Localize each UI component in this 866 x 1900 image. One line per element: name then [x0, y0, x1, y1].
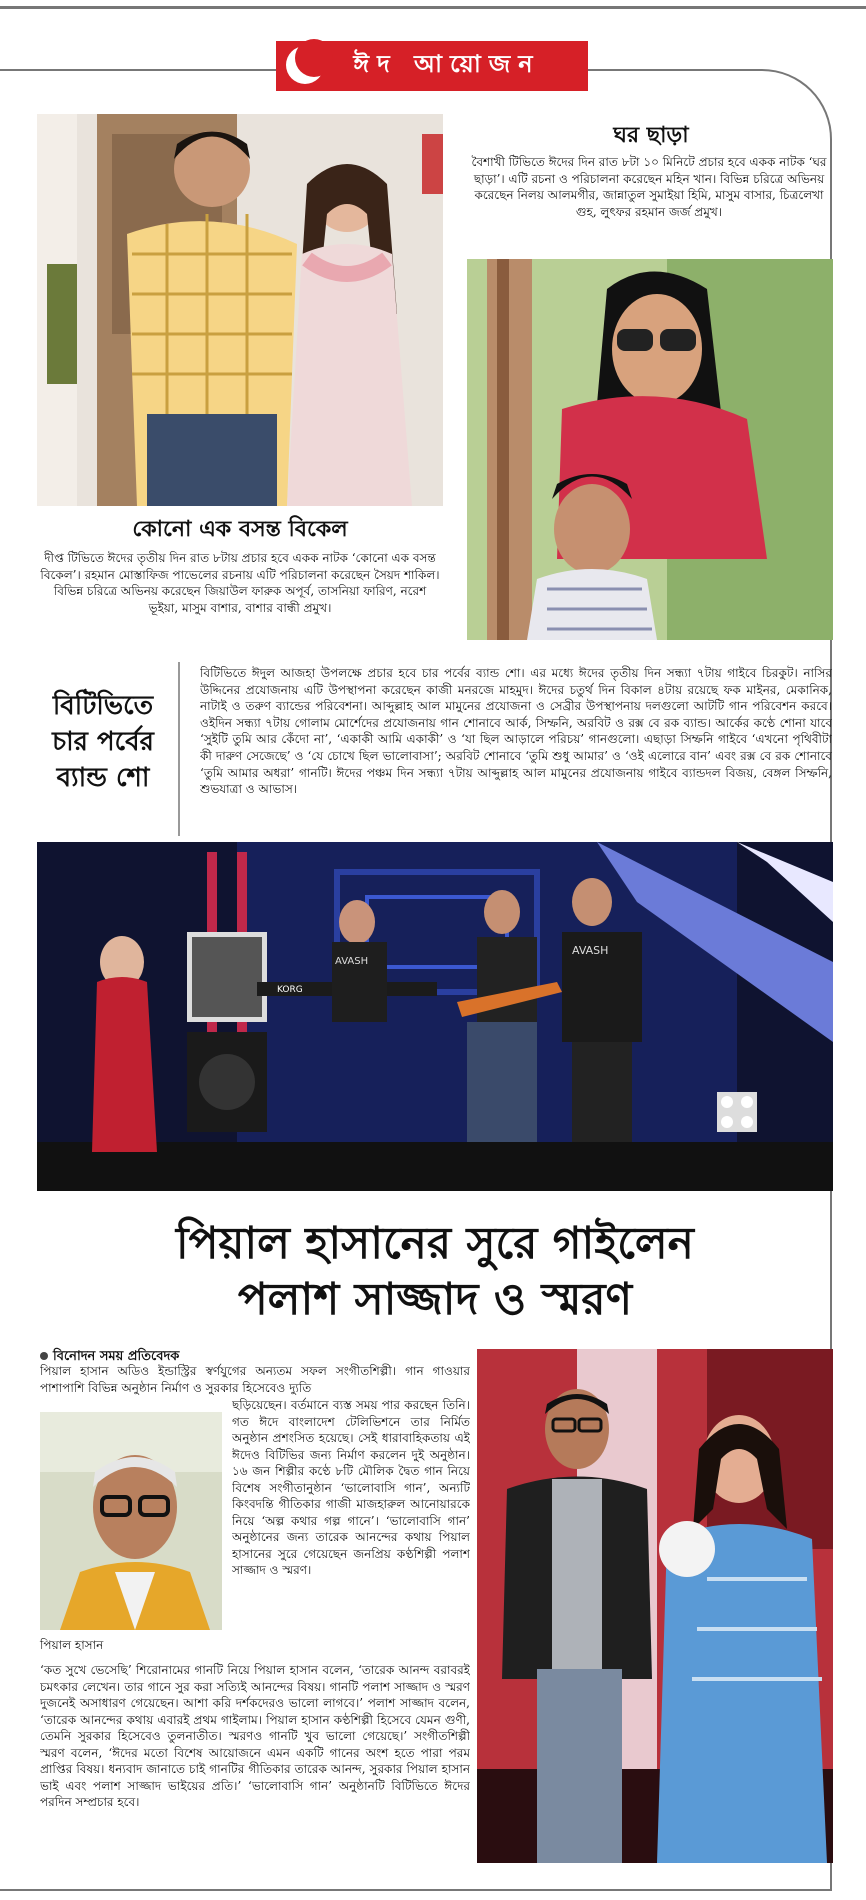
drama2-title: ঘর ছাড়া — [613, 122, 689, 148]
drama2-photo — [467, 259, 833, 640]
stage-logo-2: AVASH — [572, 944, 609, 957]
drama1-body: দীপ্ত টিভিতে ঈদের তৃতীয় দিন রাত ৮টায় প্রচার হবে একক নাটক ‘কোনো এক বসন্ত বিকেল’। রহমান মোস্তাফিজ পাভেলের রচনায় এটি পরিচালনা করেছেন সৈয়দ শাকিল। বিভিন্ন চরিত্রে অভিনয় করেছেন জিয়াউল ফারুক অপূর্ব, তাসনিয়া ফারিণ, নরেশ ভূইয়া, মাসুম বাশার, বাশার বান্ধী প্রমুখ। — [40, 551, 440, 615]
drama1-title: কোনো এক বসন্ত বিকেল — [132, 516, 348, 542]
keyboard-brand: KORG — [277, 985, 303, 995]
drama2-body: বৈশাখী টিভিতে ঈদের দিন রাত ৮টা ১০ মিনিটে প্রচার হবে একক নাটক ‘ঘর ছাড়া’। এটি রচনা ও পরিচালনা করেছেন মহিন খান। বিভিন্ন চরিত্রে অভিনয় করেছেন নিলয় আলমগীর, জান্নাতুল সুমাইয়া হিমি, মাসুম বাসার, চিত্রলেখা গুহ, লুৎফর রহমান জর্জ প্রমুখ। — [471, 155, 827, 219]
bullet-icon — [40, 1352, 48, 1360]
byline-text: বিনোদন সময় প্রতিবেদক — [53, 1349, 180, 1364]
feature-tail: ‘কত সুখে ভেসেছি’ শিরোনামের গানটি নিয়ে পিয়াল হাসান বলেন, ‘তারেক আনন্দ বরাবরই চমৎকার লেখেন। তার গানে সুর করা সত্যিই আনন্দের বিষয়। গানটি পলাশ সাজ্জাদ ও স্মরণ দুজনেই অসাধারণ গেয়েছেন। আশা করি দর্শকদেরও ভালো লাগবে।’ পলাশ সাজ্জাদ বলেন, ‘তারেক আনন্দের কথায় এবারই প্রথম গাইলাম। পিয়াল হাসান কণ্ঠশিল্পী হিসেবে যেমন গুণী, তেমনি সুরকার হিসেবেও তুলনাতীত। স্মরণও গানটি খুব ভালো গেয়েছে।’ সংগীতশিল্পী স্মরণ বলেন, ‘ঈদের মতো বিশেষ আয়োজনে এমন একটি গানের অংশ হতে পারা পরম প্রাপ্তির বিষয়। ধন্যবাদ জানাতে চাই গানটির গীতিকার তারেক আনন্দ, সুরকার পিয়াল হাসান ভাই এবং পলাশ সাজ্জাদ ভাইয়ের প্রতি।’ ‘ভালোবাসি গান’ অনুষ্ঠানটি বিটিভিতে ঈদের পরদিন সম্প্রচার হবে। — [40, 1663, 470, 1809]
stage-logo-1: AVASH — [335, 956, 369, 967]
concert-photo — [37, 842, 833, 1191]
portrait-photo — [40, 1412, 222, 1630]
portrait-caption: পিয়াল হাসান — [40, 1638, 104, 1652]
column-divider — [178, 662, 180, 836]
feature-headline-line1: পিয়াল হাসানের সুরে গাইলেন — [176, 1218, 694, 1269]
feature-lead: পিয়াল হাসান অডিও ইন্ডাস্ট্রির স্বর্ণযুগের অন্যতম সফল সংগীতশিল্পী। গান গাওয়ার পাশাপাশি বিভিন্ন অনুষ্ঠান নির্মাণ ও সুরকার হিসেবেও দ্যুতি — [40, 1364, 470, 1395]
section-header-label: ঈদ আয়োজন — [353, 50, 541, 78]
drama1-photo — [37, 114, 443, 506]
crescent-moon-icon — [286, 46, 324, 84]
feature-column: ছড়িয়েছেন। বর্তমানে ব্যস্ত সময় পার করছেন তিনি। গত ঈদে বাংলাদেশ টেলিভিশনে তার নির্মিত অনুষ্ঠান প্রশংসিত হয়েছে। সেই ধারাবাহিকতায় এই ঈদেও বিটিভির জন্য নির্মাণ করলেন দুই অনুষ্ঠান। ১৬ জন শিল্পীর কণ্ঠে ৮টি মৌলিক দ্বৈত গান নিয়ে বিশেষ সংগীতানুষ্ঠান ‘ভালোবাসি গান’, অন্যটি কিংবদন্তি গীতিকার গাজী মাজহারুল আনোয়ারকে নিয়ে ‘অল্প কথার গল্প গানে’। ‘ভালোবাসি গান’ অনুষ্ঠানের জন্য তারেক আনন্দের কথায় পিয়াল হাসানের সুরে গেয়েছেন জনপ্রিয় কণ্ঠশিল্পী পলাশ সাজ্জাদ ও স্মরণ। — [232, 1398, 470, 1577]
band-title: বিটিভিতে চার পর্বের ব্যান্ড শো — [52, 691, 154, 793]
top-rule — [0, 6, 866, 9]
section-header — [276, 41, 588, 91]
singers-photo — [477, 1349, 833, 1863]
feature-headline-line2: পলাশ সাজ্জাদ ও স্মরণ — [237, 1274, 633, 1325]
band-body: বিটিভিতে ঈদুল আজহা উপলক্ষে প্রচার হবে চার পর্বের ব্যান্ড শো। এর মধ্যে ঈদের তৃতীয় দিন সন্ধ্যা ৭টায় গাইবে চিরকুট। নাসির উদ্দিনের প্রযোজনায় এটি উপস্থাপনা করেছেন কাজী মনরজে মাহমুদ। ঈদের চতুর্থ দিন বিকাল ৪টায় রয়েছে ফক মাইনর, মেকানিক, নাটাই ও তরুণ ব্যান্ডের পরিবেশনা। আব্দুল্লাহ আল মামুনের প্রযোজনা ও সেব্রীর উপস্থাপনায় দলগুলো আটটি গান পরিবেশন করবে। ওইদিন সন্ধ্যা ৭টায় গোলাম মোর্শেদের প্রযোজনায় গান শোনাবে আর্ক, সিম্ফনি, অরবিট ও রক্স বে রক ব্যান্ড। আর্কের কণ্ঠে শোনা যাবে ‘সুইটি তুমি আর কেঁদো না’, ‘একাকী আমি একাকী’ ও ‘যা ছিল আড়ালে পরিচয়’ গানগুলো। এছাড়া সিম্ফনি গাইবে ‘এখনো পৃথিবীটা কী দারুণ সেজেছে’ ও ‘যে চোখে ছিল ভালোবাসা’; অরবিট শোনাবে ‘তুমি শুধু আমার’ ও ‘ওই এলোরে বান’ এবং রক্স বে রক শোনাবে ‘তুমি আমার অধরা’ গানটি। ঈদের পঞ্চম দিন সন্ধ্যা ৭টায় আব্দুল্লাহ আল মামুনের প্রযোজনায় গাইবে ব্যান্ডদল বিজয়, বেঙ্গল সিম্ফনি, শুভযাত্রা ও আভাস। — [200, 666, 832, 797]
